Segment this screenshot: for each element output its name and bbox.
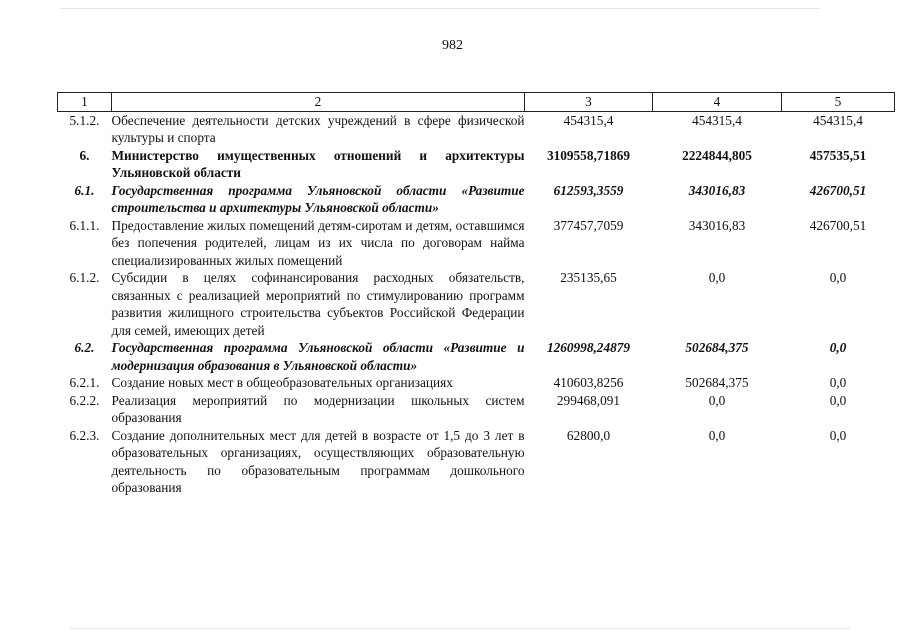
row-number: 6.2.1.	[69, 375, 100, 390]
row-value-col3: 454315,4	[563, 112, 614, 128]
row-value-col5: 426700,51	[809, 217, 867, 233]
table-row	[58, 147, 895, 182]
row-number: 6.	[79, 147, 90, 163]
row-value-col5: 457535,51	[809, 147, 867, 163]
page-number: 982	[442, 38, 463, 53]
row-value-col5: 426700,51	[809, 182, 867, 198]
row-value-col5: 0,0	[829, 270, 847, 285]
row-value-col4: 0,0	[708, 427, 726, 443]
table-header-row	[58, 93, 895, 112]
column-header: 5	[782, 93, 895, 112]
row-value-col4: 0,0	[708, 270, 726, 285]
table-row	[58, 392, 895, 427]
row-value-col5: 0,0	[829, 392, 847, 408]
row-name: Министерство имущественных отношений и архитектуры Ульяновской области	[111, 147, 525, 180]
row-name: Государственная программа Ульяновской области «Развитие и модернизация образования в Ульяновской области»	[111, 340, 525, 373]
row-value-col3: 299468,091	[556, 392, 621, 408]
row-name: Предоставление жилых помещений детям-сиротам и детям, оставшимся без попечения родителей, лицам из их числа по договорам найма специализированных жилых помещений	[111, 217, 525, 268]
row-value-col3: 410603,8256	[553, 375, 624, 390]
table-row	[58, 339, 895, 374]
row-number: 6.2.2.	[69, 392, 100, 408]
row-value-col5: 0,0	[829, 340, 847, 355]
row-name: Создание новых мест в общеобразовательных организациях	[111, 375, 453, 390]
row-value-col5: 454315,4	[813, 112, 863, 128]
row-name: Создание дополнительных мест для детей в возрасте от 1,5 до 3 лет в образовательных организациях, осуществляющих образовательную деятельность по образовательным программам дошкольного образования	[111, 427, 525, 495]
row-number: 6.2.3.	[69, 427, 100, 443]
column-header: 3	[525, 93, 653, 112]
row-number: 6.2.	[74, 340, 95, 355]
row-name: Государственная программа Ульяновской области «Развитие строительства и архитектуры Ульяновской области»	[111, 182, 525, 215]
row-number: 6.1.	[74, 182, 95, 198]
row-value-col4: 343016,83	[688, 217, 746, 233]
row-value-col3: 62800,0	[566, 427, 611, 443]
row-value-col5: 0,0	[829, 375, 847, 390]
table-row	[58, 182, 895, 217]
column-header: 4	[653, 93, 782, 112]
column-header: 2	[112, 93, 525, 112]
row-name: Обеспечение деятельности детских учреждений в сфере физической культуры и спорта	[111, 112, 525, 145]
table-row	[58, 427, 895, 497]
row-value-col4: 343016,83	[688, 182, 746, 198]
row-name: Реализация мероприятий по модернизации школьных систем образования	[111, 392, 525, 425]
row-value-col3: 1260998,24879	[546, 340, 631, 355]
row-value-col3: 612593,3559	[553, 182, 624, 198]
row-number: 5.1.2.	[69, 112, 100, 128]
row-value-col3: 377457,7059	[553, 217, 624, 233]
row-value-col4: 2224844,805	[682, 147, 752, 163]
row-value-col4: 0,0	[708, 392, 726, 408]
row-number: 6.1.1.	[69, 217, 100, 233]
row-number: 6.1.2.	[69, 270, 100, 285]
row-value-col4: 502684,375	[685, 375, 749, 390]
budget-table	[57, 92, 895, 497]
row-name: Субсидии в целях софинансирования расходных обязательств, связанных с реализацией мероприятий по стимулированию программ развития жилищного строительства субъектов Российской Федерации для семей, имеющих детей	[111, 270, 525, 338]
row-value-col3: 3109558,71869	[546, 147, 631, 163]
table-row	[58, 111, 895, 147]
table-row	[58, 374, 895, 392]
row-value-col4: 502684,375	[685, 340, 749, 355]
column-header: 1	[58, 93, 112, 112]
table-row	[58, 217, 895, 270]
row-value-col3: 235135,65	[560, 270, 617, 285]
row-value-col4: 454315,4	[692, 112, 742, 128]
table-row	[58, 269, 895, 339]
row-value-col5: 0,0	[829, 427, 847, 443]
